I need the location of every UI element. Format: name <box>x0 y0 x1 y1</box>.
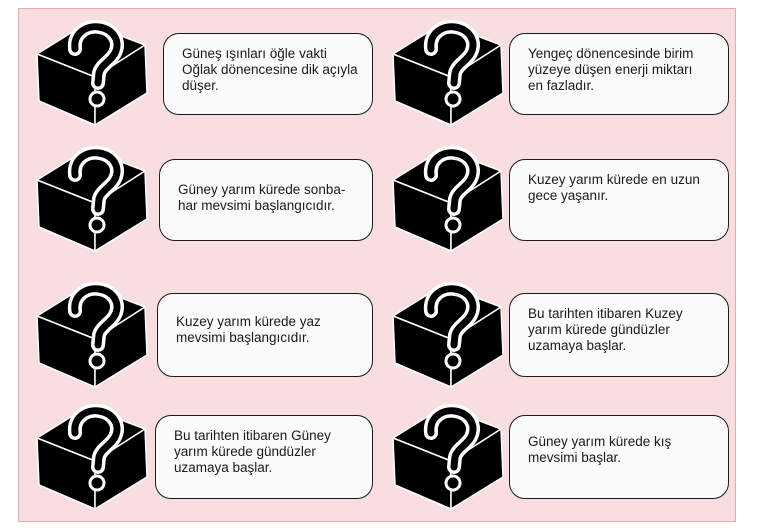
mystery-cube-icon[interactable] <box>383 403 513 513</box>
statement-text: Bu tarihten itibaren Kuzey yarım kürede gündüzler uzamaya başlar. <box>528 306 683 353</box>
statement-text: Güneş ışınları öğle vakti Oğlak dönencesine dik açıyla düşer. <box>182 46 358 93</box>
card-8 <box>383 403 737 513</box>
statement-text: Bu tarihten itibaren Güney yarım kürede gündüzler uzamaya başlar. <box>174 428 331 475</box>
card-5 <box>27 281 381 391</box>
statement-text: Güney yarım kürede kış mevsimi başlar. <box>528 434 672 465</box>
statement-bubble <box>509 33 729 115</box>
mystery-cube-icon[interactable] <box>383 281 513 391</box>
statement-bubble <box>509 415 729 499</box>
statement-bubble <box>509 159 729 241</box>
mystery-cube-icon[interactable] <box>383 19 513 129</box>
card-2 <box>383 19 737 129</box>
mystery-cube-icon[interactable] <box>27 145 157 255</box>
cards-panel <box>18 8 736 522</box>
mystery-cube-icon[interactable] <box>27 19 157 129</box>
card-3 <box>27 145 381 255</box>
statement-text: Kuzey yarım kürede yaz mevsimi başlangıcıdır. <box>176 314 321 345</box>
statement-bubble <box>155 415 373 499</box>
statement-bubble <box>157 293 373 377</box>
mystery-cube-icon[interactable] <box>27 403 157 513</box>
mystery-cube-icon[interactable] <box>27 281 157 391</box>
card-4 <box>383 145 737 255</box>
mystery-cube-icon[interactable] <box>383 145 513 255</box>
statement-bubble <box>159 159 373 241</box>
statement-text: Yengeç dönencesinde birim yüzeye düşen enerji miktarı en fazladır. <box>528 46 694 93</box>
card-1 <box>27 19 381 129</box>
statement-text: Kuzey yarım kürede en uzun gece yaşanır. <box>528 172 700 203</box>
statement-text: Güney yarım kürede sonba- har mevsimi başlangıcıdır. <box>178 182 346 213</box>
statement-bubble <box>163 33 373 115</box>
card-6 <box>383 281 737 391</box>
statement-bubble <box>509 293 729 377</box>
card-7 <box>27 403 381 513</box>
